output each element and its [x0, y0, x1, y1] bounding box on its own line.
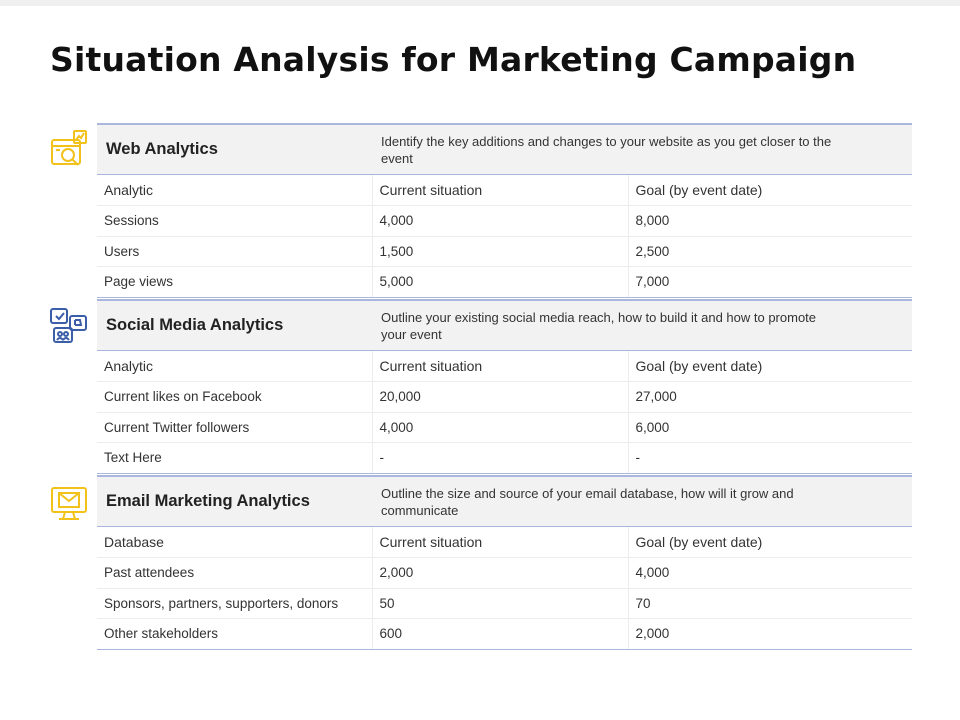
table-cell: 20,000 [372, 382, 628, 413]
table-row [97, 206, 912, 237]
web-analytics-table [97, 175, 912, 298]
section-title: Web Analytics [106, 140, 218, 158]
table-row [97, 382, 912, 413]
table-cell: Current likes on Facebook [97, 382, 372, 413]
table-cell: 50 [372, 588, 628, 619]
table-row [97, 588, 912, 619]
section-header [97, 123, 912, 175]
top-bar [0, 0, 960, 6]
social-media-analytics-section [97, 299, 912, 474]
table-row [97, 236, 912, 267]
table-cell: Page views [97, 267, 372, 298]
table-row [97, 619, 912, 650]
table-row [97, 267, 912, 298]
table-header-row [97, 527, 912, 558]
table-cell: 2,000 [372, 558, 628, 589]
email-marketing-icon [48, 482, 90, 524]
table-cell: 7,000 [628, 267, 912, 298]
section-description: Outline your existing social media reach, how to build it and how to promote your event [381, 309, 817, 342]
web-analytics-icon [48, 128, 90, 170]
table-cell: Sponsors, partners, supporters, donors [97, 588, 372, 619]
section-description: Outline the size and source of your email database, how will it grow and communicate [381, 485, 794, 518]
web-analytics-section [97, 123, 912, 298]
table-cell: Sessions [97, 206, 372, 237]
table-cell: 1,500 [372, 236, 628, 267]
table-cell: Users [97, 236, 372, 267]
table-row [97, 558, 912, 589]
section-description: Identify the key additions and changes to your website as you get closer to the event [381, 133, 832, 166]
table-cell: 70 [628, 588, 912, 619]
column-header: Analytic [97, 175, 372, 206]
column-header: Current situation [372, 175, 628, 206]
column-header: Goal (by event date) [628, 175, 912, 206]
section-title: Email Marketing Analytics [106, 492, 310, 510]
column-header: Database [97, 527, 372, 558]
table-cell: Current Twitter followers [97, 412, 372, 443]
section-header [97, 299, 912, 351]
table-cell: 6,000 [628, 412, 912, 443]
table-header-row [97, 351, 912, 382]
column-header: Goal (by event date) [628, 527, 912, 558]
table-cell: Other stakeholders [97, 619, 372, 650]
table-cell: 8,000 [628, 206, 912, 237]
table-cell: Text Here [97, 443, 372, 474]
column-header: Analytic [97, 351, 372, 382]
social-media-icon [48, 306, 90, 348]
email-marketing-analytics-section [97, 475, 912, 650]
table-header-row [97, 175, 912, 206]
table-cell: - [628, 443, 912, 474]
table-cell: 4,000 [372, 412, 628, 443]
section-header [97, 475, 912, 527]
table-row [97, 443, 912, 474]
page-title: Situation Analysis for Marketing Campaign [50, 40, 857, 79]
table-cell: 4,000 [372, 206, 628, 237]
table-cell: 4,000 [628, 558, 912, 589]
table-cell: 2,500 [628, 236, 912, 267]
section-title: Social Media Analytics [106, 316, 284, 334]
column-header: Current situation [372, 351, 628, 382]
social-media-analytics-table [97, 351, 912, 474]
table-cell: - [372, 443, 628, 474]
table-cell: Past attendees [97, 558, 372, 589]
table-cell: 5,000 [372, 267, 628, 298]
column-header: Current situation [372, 527, 628, 558]
table-cell: 600 [372, 619, 628, 650]
column-header: Goal (by event date) [628, 351, 912, 382]
table-cell: 2,000 [628, 619, 912, 650]
table-cell: 27,000 [628, 382, 912, 413]
table-row [97, 412, 912, 443]
email-marketing-analytics-table [97, 527, 912, 650]
